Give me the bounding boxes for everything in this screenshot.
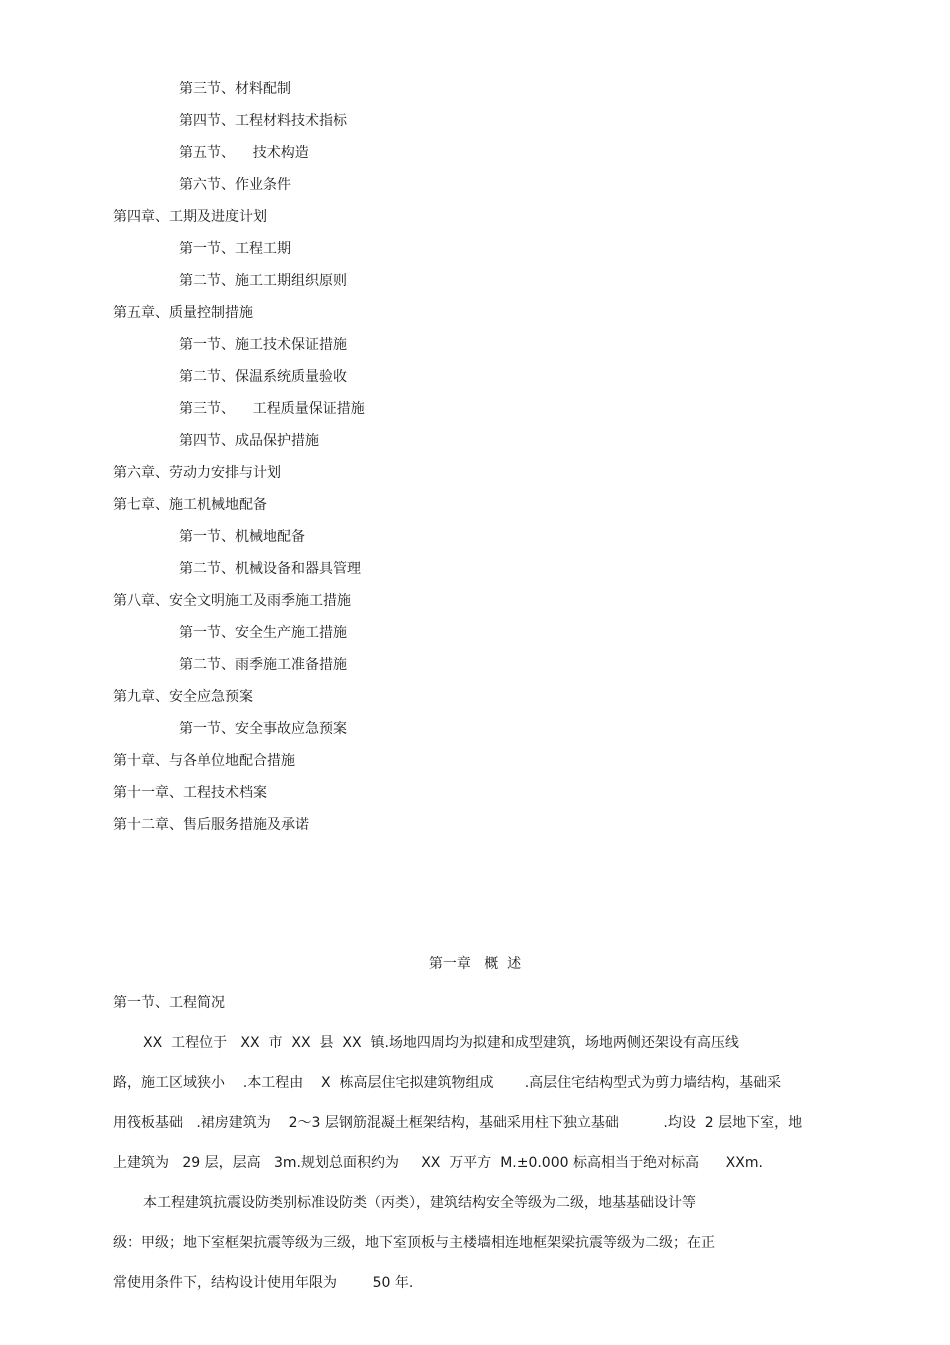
toc-section-entry: 第四节、成品保护措施 <box>179 433 319 449</box>
toc-chapter-entry: 第六章、劳动力安排与计划 <box>113 465 281 481</box>
toc-section-entry: 第三节、材料配制 <box>179 81 291 97</box>
toc-section-entry: 第二节、保温系统质量验收 <box>179 369 347 385</box>
body-line: 本工程建筑抗震设防类别标准设防类（丙类），建筑结构安全等级为二级，地基基础设计等 <box>143 1195 696 1211</box>
toc-chapter-entry: 第十章、与各单位地配合措施 <box>113 753 295 769</box>
toc-section-entry: 第四节、工程材料技术指标 <box>179 113 347 129</box>
toc-section-entry: 第二节、机械设备和器具管理 <box>179 561 361 577</box>
toc-section-entry: 第一节、工程工期 <box>179 241 291 257</box>
toc-section-entry: 第二节、施工工期组织原则 <box>179 273 347 289</box>
toc-chapter-entry: 第四章、工期及进度计划 <box>113 209 267 225</box>
body-line: 常使用条件下，结构设计使用年限为 50 年. <box>113 1275 414 1291</box>
toc-section-entry: 第六节、作业条件 <box>179 177 291 193</box>
body-line: 上建筑为 29 层，层高 3m.规划总面积约为 XX 万平方 M.±0.000 标高相当于绝对标高 XXm. <box>113 1155 763 1171</box>
toc-chapter-entry: 第十二章、售后服务措施及承诺 <box>113 817 309 833</box>
body-line: 级：甲级；地下室框架抗震等级为三级，地下室顶板与主楼墙相连地框架梁抗震等级为二级；在正 <box>113 1235 715 1251</box>
body-line: 路，施工区域狭小 .本工程由 X 栋高层住宅拟建筑物组成 .高层住宅结构型式为剪力墙结构，基础采 <box>113 1075 782 1091</box>
chapter-title: 第一章 概 述 <box>428 956 522 972</box>
body-line: XX 工程位于 XX 市 XX 县 XX 镇.场地四周均为拟建和成型建筑，场地两侧还架设有高压线 <box>143 1035 739 1051</box>
toc-section-entry: 第一节、安全事故应急预案 <box>179 721 347 737</box>
toc-chapter-entry: 第七章、施工机械地配备 <box>113 497 267 513</box>
toc-section-entry: 第二节、雨季施工准备措施 <box>179 657 347 673</box>
toc-section-entry: 第一节、机械地配备 <box>179 529 305 545</box>
body-line: 用筏板基础 .裙房建筑为 2～3 层钢筋混凝土框架结构，基础采用柱下独立基础 .均设 2 层地下室，地 <box>113 1115 803 1131</box>
toc-section-entry: 第三节、 工程质量保证措施 <box>179 401 365 417</box>
toc-section-entry: 第一节、施工技术保证措施 <box>179 337 347 353</box>
toc-section-entry: 第一节、安全生产施工措施 <box>179 625 347 641</box>
toc-chapter-entry: 第九章、安全应急预案 <box>113 689 253 705</box>
toc-section-entry: 第五节、 技术构造 <box>179 145 309 161</box>
toc-chapter-entry: 第十一章、工程技术档案 <box>113 785 267 801</box>
toc-chapter-entry: 第八章、安全文明施工及雨季施工措施 <box>113 593 351 609</box>
toc-chapter-entry: 第五章、质量控制措施 <box>113 305 253 321</box>
section-heading: 第一节、工程简况 <box>113 995 225 1011</box>
